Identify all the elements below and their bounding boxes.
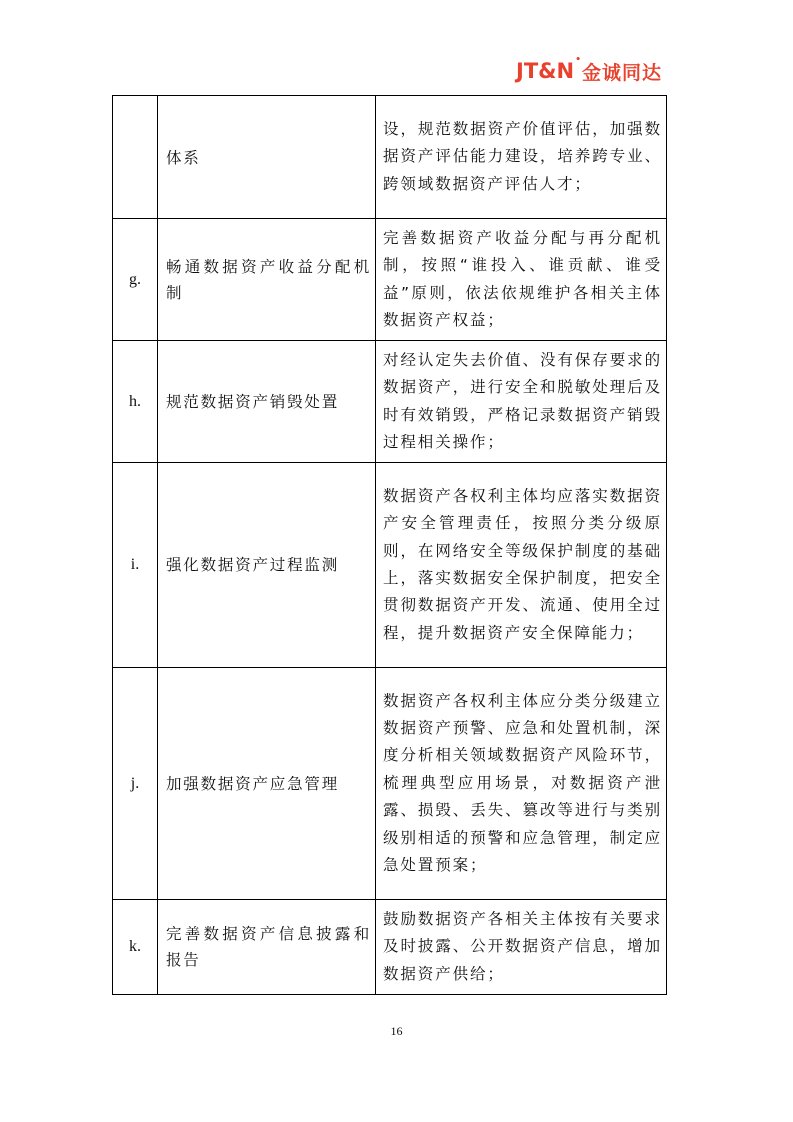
- row-name-text: 畅通数据资产收益分配机制: [166, 257, 371, 302]
- row-name-cell: [158, 96, 376, 219]
- table-row: [113, 341, 667, 463]
- logo-mark: •: [575, 55, 582, 65]
- row-id-cell: j.: [113, 668, 158, 900]
- row-name-cell: [158, 463, 376, 668]
- table-row: [113, 668, 667, 900]
- row-desc-cell: [376, 341, 667, 463]
- row-name-text: 规范数据资产销毁处置: [166, 392, 340, 411]
- row-name-text: 体系: [166, 148, 201, 167]
- row-name-text: 强化数据资产过程监测: [166, 556, 340, 574]
- row-desc-cell: [376, 96, 667, 219]
- logo-latin-text: JT&N •: [516, 55, 582, 83]
- row-desc-text: 设，规范数据资产价值评估，加强数据资产评估能力建设，培养跨专业、跨领域数据资产评估人才；: [383, 119, 662, 193]
- table-row: [113, 219, 667, 341]
- table-row: [113, 900, 667, 995]
- row-desc-text: 鼓励数据资产各相关主体按有关要求及时披露、公开数据资产信息，增加数据资产供给；: [383, 909, 662, 983]
- logo-chinese-text: 金诚同达: [582, 61, 663, 84]
- row-desc-cell: [376, 219, 667, 341]
- table-row: [113, 96, 667, 219]
- page-number: 16: [390, 1024, 403, 1038]
- row-desc-cell: [376, 668, 667, 900]
- row-id-cell: h.: [113, 341, 158, 463]
- row-name-text: 加强数据资产应急管理: [166, 774, 340, 793]
- measures-table: [112, 95, 667, 995]
- table-row: [113, 463, 667, 668]
- row-id-cell: k.: [113, 900, 158, 995]
- row-desc-text: 数据资产各权利主体应分类分级建立数据资产预警、应急和处置机制，深度分析相关领域数据资产风险环节，梳理典型应用场景，对数据资产泄露、损毁、丢失、篡改等进行与类别级别相适的预警和应急管理，制定应急处置预案；: [383, 691, 662, 875]
- row-desc-text: 数据资产各权利主体均应落实数据资产安全管理责任，按照分类分级原则，在网络安全等级保护制度的基础上，落实数据安全保护制度，把安全贯彻数据资产开发、流通、使用全过程，提升数据资产安全保障能力；: [383, 486, 662, 642]
- row-name-cell: [158, 341, 376, 463]
- row-name-text: 完善数据资产信息披露和报告: [166, 925, 371, 969]
- row-desc-text: 完善数据资产收益分配与再分配机制，按照“谁投入、谁贡献、谁受益”原则，依法依规维护各相关主体数据资产权益；: [383, 228, 662, 329]
- row-desc-cell: [376, 463, 667, 668]
- row-id-cell: g.: [113, 219, 158, 341]
- row-id-cell: [113, 96, 158, 219]
- row-name-cell: [158, 219, 376, 341]
- row-name-cell: [158, 668, 376, 900]
- row-desc-cell: [376, 900, 667, 995]
- row-desc-text: 对经认定失去价值、没有保存要求的数据资产，进行安全和脱敏处理后及时有效销毁，严格记录数据资产销毁过程相关操作；: [383, 350, 662, 451]
- company-logo: [516, 54, 662, 88]
- row-id-cell: i.: [113, 463, 158, 668]
- row-name-cell: [158, 900, 376, 995]
